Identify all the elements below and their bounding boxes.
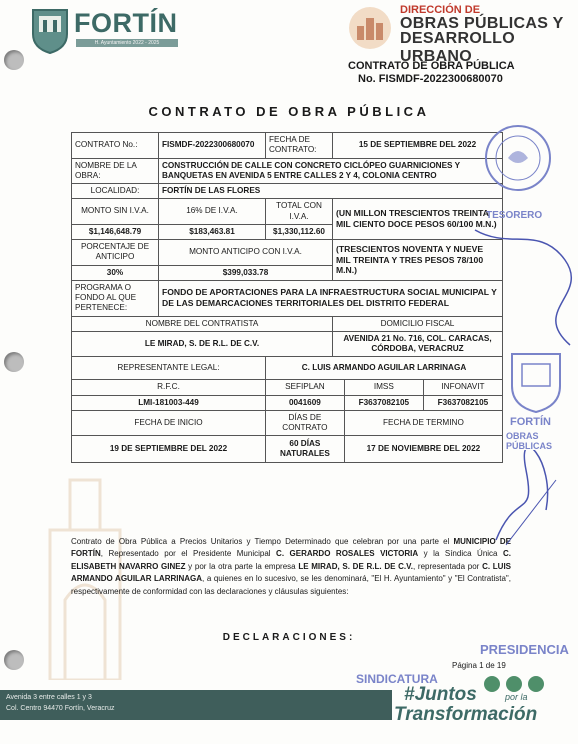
imss-label: IMSS [344, 380, 423, 395]
representante-value: C. LUIS ARMANDO AGUILAR LARRINAGA [266, 357, 503, 380]
anticipo-letras: (TRESCIENTOS NOVENTA Y NUEVE MIL TREINTA Y TRES PESOS 78/100 M.N.) [333, 240, 503, 281]
fecha-inicio-value: 19 DE SEPTIEMBRE DEL 2022 [72, 436, 266, 463]
dept-line-1: DIRECCIÓN DE [400, 4, 481, 16]
nombre-obra-value: CONSTRUCCIÓN DE CALLE CON CONCRETO CICLÓPEO GUARNICIONES Y BANQUETAS EN AVENIDA 5 ENTRE CALLES 2 Y 4, COLONIA CENTRO [159, 158, 503, 184]
monto-sin-iva-label: MONTO SIN I.V.A. [72, 199, 159, 225]
fecha-contrato-value: 15 DE SEPTIEMBRE DEL 2022 [333, 133, 503, 159]
contrato-value: FISMDF-2022300680070 [159, 133, 266, 159]
intro-text-1: Contrato de Obra Pública a Precios Unitarios y Tiempo Determinado que celebran por una parte el [71, 537, 454, 546]
fortin-stamp-label: FORTÍN [510, 416, 551, 428]
iva-value: $183,463.81 [159, 224, 266, 239]
punch-hole-middle [4, 352, 24, 372]
sindicatura-stamp: SINDICATURA [356, 672, 438, 686]
porcentaje-label: PORCENTAJE DE ANTICIPO [72, 240, 159, 266]
fecha-termino-label: FECHA DE TERMINO [344, 410, 502, 436]
intro-text-5: , representada por [412, 561, 483, 571]
infonavit-value: F3637082105 [423, 395, 502, 410]
representante-label: REPRESENTANTE LEGAL: [72, 357, 266, 380]
sefiplan-value: 0041609 [266, 395, 345, 410]
fortin-stamp-crest-icon [506, 350, 566, 414]
signature-scribble-2-icon [486, 450, 566, 550]
obras-stamp-label: OBRAS PÚBLICAS [506, 431, 553, 451]
intro-text-3: y la Síndica Única [418, 549, 503, 559]
intro-bold-representante: C. LUIS ARMANDO AGUILAR LARRINAGA [71, 561, 511, 584]
fecha-inicio-label: FECHA DE INICIO [72, 410, 266, 436]
porcentaje-value: 30% [72, 265, 159, 280]
footer-address-1: Avenida 3 entre calles 1 y 3 [6, 694, 92, 701]
contrato-label: CONTRATO No.: [72, 133, 159, 159]
total-value: $1,330,112.60 [266, 224, 333, 239]
contract-intro-paragraph [71, 536, 511, 598]
infonavit-label: INFONAVIT [423, 380, 502, 395]
rfc-value: LMI-181003-449 [72, 395, 266, 410]
fortin-crest-icon [30, 6, 70, 54]
brand-subtitle: H. Ayuntamiento 2022 - 2025 [76, 39, 178, 47]
fecha-contrato-label: FECHA DE CONTRATO: [266, 133, 333, 159]
footer-slogan-line1: #Juntos [404, 684, 477, 705]
rfc-label: R.F.C. [72, 380, 266, 395]
monto-anticipo-label: MONTO ANTICIPO CON I.V.A. [159, 240, 333, 266]
imss-value: F3637082105 [344, 395, 423, 410]
footer-logo-1-icon [484, 676, 500, 692]
domicilio-label: DOMICILIO FISCAL [333, 316, 503, 331]
footer-slogan-mid: por la [505, 692, 528, 702]
iva-label: 16% DE I.V.A. [159, 199, 266, 225]
footer-logo-3-icon [528, 676, 544, 692]
nombre-obra-label: NOMBRE DE LA OBRA: [72, 158, 159, 184]
footer-address-2: Col. Centro 94470 Fortín, Veracruz [6, 705, 115, 712]
localidad-label: LOCALIDAD: [72, 184, 159, 199]
domicilio-value: AVENIDA 21 No. 716, COL. CARACAS, CÓRDOBA, VERACRUZ [333, 331, 503, 357]
intro-bold-municipio: MUNICIPIO DE FORTÍN [71, 537, 511, 559]
intro-text-6: , a quienes en lo sucesivo, se les denominará, "El H. Ayuntamiento" y "El Contratista", respectivamente de conformidad con las declaraciones y cláusulas siguientes: [71, 574, 511, 596]
dias-value: 60 DÍAS NATURALES [266, 436, 345, 463]
obras-publicas-logo-icon [347, 6, 393, 50]
intro-text-2: , Representado por el Presidente Municipal [100, 549, 277, 559]
contract-table [71, 132, 503, 463]
declaraciones-heading: DECLARACIONES: [222, 632, 356, 643]
document-title: CONTRATO DE OBRA PÚBLICA [148, 104, 430, 119]
tesoreria-seal-icon [478, 122, 558, 202]
monto-anticipo-value: $399,033.78 [159, 265, 333, 280]
reference-title: CONTRATO DE OBRA PÚBLICA [348, 60, 515, 72]
intro-text-4: y por la otra parte la empresa [185, 561, 299, 571]
tesorero-stamp: TESORERO [486, 210, 543, 221]
punch-hole-top [4, 50, 24, 70]
reference-number: No. FISMDF-2022300680070 [358, 73, 503, 85]
intro-bold-empresa: LE MIRAD, S. DE R.L. DE C.V. [298, 561, 413, 571]
programa-value: FONDO DE APORTACIONES PARA LA INFRAESTRUCTURA SOCIAL MUNICIPAL Y DE LAS DEMARCACIONES TERRITORIALES DEL DISTRITO FEDERAL [159, 280, 503, 316]
footer-slogan-line2: Transformación [394, 704, 538, 725]
page-number: Página 1 de 19 [452, 661, 506, 670]
sefiplan-label: SEFIPLAN [266, 380, 345, 395]
dias-label: DÍAS DE CONTRATO [266, 410, 345, 436]
intro-bold-presidente: C. GERARDO ROSALES VICTORIA [276, 549, 419, 559]
dept-line-3: DESARROLLO URBANO [400, 30, 515, 65]
fecha-termino-value: 17 DE NOVIEMBRE DEL 2022 [344, 436, 502, 463]
programa-label: PROGRAMA O FONDO AL QUE PERTENECE: [72, 280, 159, 316]
intro-bold-sindica: C. ELISABETH NAVARRO GINEZ [71, 549, 511, 571]
localidad-value: FORTÍN DE LAS FLORES [159, 184, 503, 199]
footer-logo-2-icon [506, 676, 522, 692]
contratista-label: NOMBRE DEL CONTRATISTA [72, 316, 333, 331]
signature-scribble-icon [470, 220, 578, 350]
dept-line-2: OBRAS PÚBLICAS Y [400, 15, 564, 32]
contratista-value: LE MIRAD, S. DE R.L. DE C.V. [72, 331, 333, 357]
presidencia-stamp: PRESIDENCIA [480, 642, 569, 657]
total-letras: (UN MILLON TRESCIENTOS TREINTA MIL CIENTO DOCE PESOS 60/100 M.N.) [333, 199, 503, 240]
monto-sin-iva-value: $1,146,648.79 [72, 224, 159, 239]
brand-name: FORTÍN [74, 8, 178, 38]
total-label: TOTAL CON I.V.A. [266, 199, 333, 225]
